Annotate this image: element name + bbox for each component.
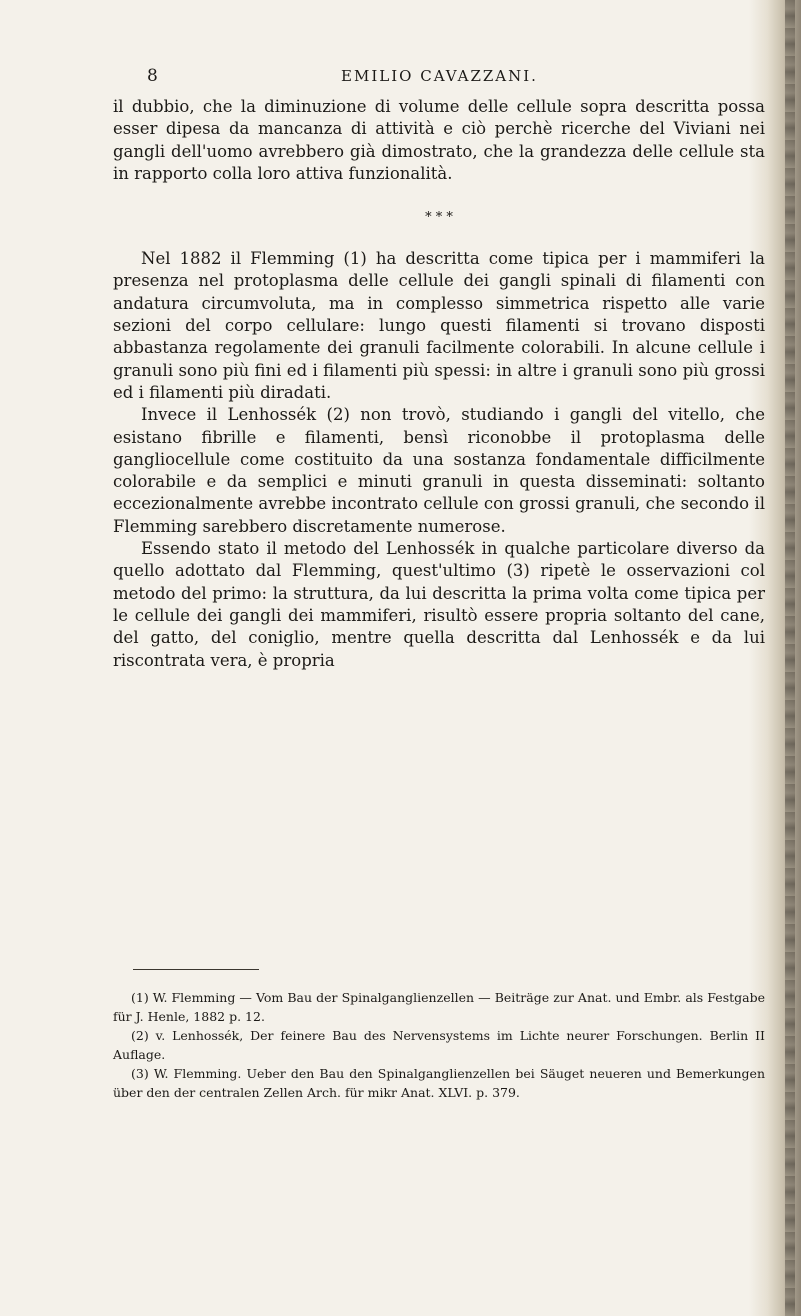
paragraph-4: Essendo stato il metodo del Lenhossék in qualche particolare diverso da quello adottato dal Flemming, quest'ultimo (3) ripetè le osservazioni col metodo del primo: la struttura, da lui descritta la prima volta come tipica per le cellule dei gangli dei mammiferi, risultò essere propria soltanto del cane, del gatto, del coniglio, mentre quella descritta dal Lenhossék e da lui riscontrata vera, è propria <box>113 539 765 670</box>
footnote-3: (3) W. Flemming. Ueber den Bau den Spinalganglienzellen bei Säuget neueren und Bemerkungen über den der centralen Zellen Arch. für mikr Anat. XLVI. p. 379. <box>113 1066 765 1100</box>
page-number: 8 <box>147 66 159 86</box>
section-separator: * * * <box>425 210 453 226</box>
footnote-divider <box>133 969 259 970</box>
running-title: EMILIO CAVAZZANI. <box>341 67 538 85</box>
footnote-1: (1) W. Flemming — Vom Bau der Spinalganglienzellen — Beiträge zur Anat. und Embr. als Festgabe für J. Henle, 1882 p. 12. <box>113 990 765 1024</box>
footnotes <box>113 988 765 1102</box>
page-header <box>147 66 732 90</box>
paragraph-3: Invece il Lenhossék (2) non trovò, studiando i gangli del vitello, che esistano fibrille e filamenti, bensì riconobbe il protoplasma delle gangliocellule come costituito da una sostanza fondamentale difficilmente colorabile e da semplici e minuti granuli in questa disseminati: soltanto eccezionalmente avrebbe incontrato cellule con grossi granuli, che secondo il Flemming sarebbero discretamente numerose. <box>113 405 765 536</box>
footnote-2: (2) v. Lenhossék, Der feinere Bau des Nervensystems im Lichte neurer Forschungen. Berlin II Auflage. <box>113 1028 765 1062</box>
paragraph-1: il dubbio, che la diminuzione di volume delle cellule sopra descritta possa esser dipesa da mancanza di attività e ciò perchè ricerche del Viviani nei gangli dell'uomo avrebbero già dimostrato, che la grandezza delle cellule sta in rapporto colla loro attiva funzionalità. <box>113 97 765 183</box>
paragraph-2: Nel 1882 il Flemming (1) ha descritta come tipica per i mammiferi la presenza nel protoplasma delle cellule dei gangli spinali di filamenti con andatura circumvoluta, ma in complesso simmetrica rispetto alle varie sezioni del corpo cellulare: lungo questi filamenti si trovano disposti abbastanza regolamente dei granuli facilmente colorabili. In alcune cellule i granuli sono più fini ed i filamenti più spessi: in altre i granuli sono più grossi ed i filamenti più diradati. <box>113 249 765 402</box>
body-text <box>113 96 765 672</box>
